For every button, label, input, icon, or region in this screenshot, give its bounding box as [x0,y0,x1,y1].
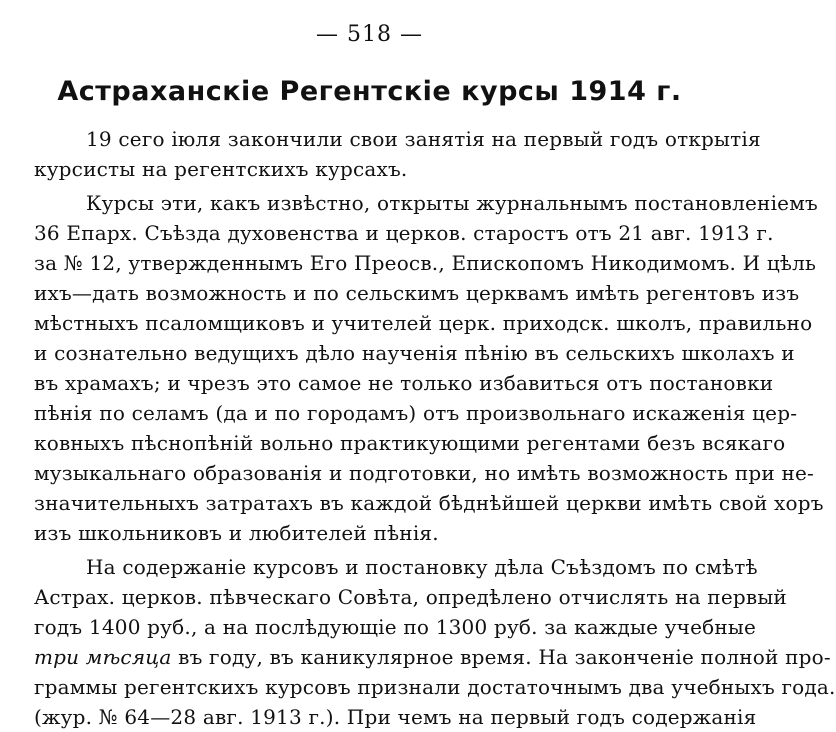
paragraph-2-line: музыкальнаго образованія и подготовки, но имѣть возможность при не- [34,461,814,485]
page-number: — 518 — [316,22,423,47]
paragraph-2-line: изъ школьниковъ и любителей пѣнія. [34,521,439,545]
paragraph-1-line: курсисты на регентскихъ курсахъ. [34,157,408,181]
italic-phrase: три мѣсяца [34,645,172,669]
article-body [34,124,836,732]
line-continuation: въ году, въ каникулярное время. На законченіе полной про- [171,645,831,669]
paragraph-2-line: и сознательно ведущихъ дѣло наученія пѣнію въ сельскихъ школахъ и [34,341,795,365]
paragraph-1-line: 19 сего іюля закончили свои занятія на первый годъ открытія [86,127,761,151]
paragraph-2-line: ихъ—дать возможность и по сельскимъ церквамъ имѣть регентовъ изъ [34,281,800,305]
paragraph-2-line: пѣнія по селамъ (да и по городамъ) отъ произвольнаго искаженія цер- [34,401,798,425]
paragraph-3-line: Астрах. церков. пѣвческаго Совѣта, опредѣлено отчислять на первый [34,585,787,609]
paragraph-3-line: (жур. № 64—28 авг. 1913 г.). При чемъ на первый годъ содержанія [34,705,757,729]
paragraph-2-line: мѣстныхъ псаломщиковъ и учителей церк. приходск. школъ, правильно [34,311,813,335]
paragraph-2-line: ковныхъ пѣснопѣній вольно практикующими регентами безъ всякаго [34,431,786,455]
article-title: Астраханскіе Регентскіе курсы 1914 г. [57,76,682,107]
paragraph-2-line: за № 12, утвержденнымъ Его Преосв., Епископомъ Никодимомъ. И цѣль [34,251,817,275]
paragraph-2-line: 36 Епарх. Съѣзда духовенства и церков. старостъ отъ 21 авг. 1913 г. [34,221,774,245]
paragraph-2-line: въ храмахъ; и чрезъ это самое не только избавиться отъ постановки [34,371,774,395]
paragraph-3-line: граммы регентскихъ курсовъ признали достаточнымъ два учебныхъ года. [34,675,836,699]
paragraph-2-line: Курсы эти, какъ извѣстно, открыты журнальнымъ постановленіемъ [86,191,818,215]
paragraph-2-line: значительныхъ затратахъ въ каждой бѣднѣйшей церкви имѣть свой хоръ [34,491,824,515]
paragraph-3-line: годъ 1400 руб., а на послѣдующіе по 1300 руб. за каждые учебные [34,615,757,639]
paragraph-3-line [34,642,831,672]
paragraph-3-line: На содержаніе курсовъ и постановку дѣла Съѣздомъ по смѣтѣ [86,555,758,579]
